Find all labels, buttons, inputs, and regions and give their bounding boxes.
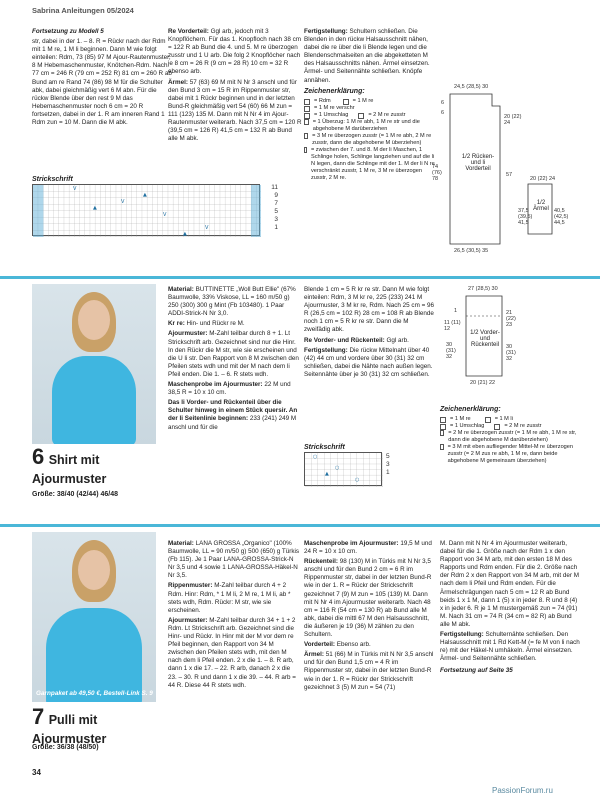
dim-width-top: 24,5 (28,5) 30 (454, 84, 489, 90)
legend-symbol (304, 113, 310, 119)
page-number: 34 (32, 768, 41, 777)
dim-1: 1 (454, 308, 458, 314)
legend-symbol (440, 417, 446, 423)
svg-text:V: V (121, 199, 125, 205)
svg-text:V: V (73, 186, 77, 192)
legend-symbol (440, 430, 444, 436)
legend-symbol (304, 147, 307, 153)
legend-2-row: = 2 M re überzogen zusstr (= 1 M re abh, 1 M re str, dann die abgehobene M darüberziehen) (440, 430, 580, 444)
model-number-6: 6 (32, 444, 45, 469)
dim-bottom-width: 26,5 (30,5) 35 (454, 248, 489, 254)
dim-side-left: 30 (31) 32 (446, 342, 456, 360)
legend-1-row: = Rdm = 1 M re (304, 98, 436, 105)
shirt-shape (52, 356, 136, 444)
schematic-2-shape (440, 286, 580, 396)
legend-1-row: = zwischen der 7. und 8. M der li Maschen, 1 Schlinge holen, Schlinge langziehen und auf die li N legen, dann die Schlinge mit der 1. M der li N re verschränkt zusstr, 1 M re, 3 M re überzogen zusstr, 2 M re. (304, 147, 436, 182)
section3-col3: M. Dann mit N Nr 4 im Ajourmuster weiterarb, dabei für die 1. Größe nach der Rdm 1 x den Rapport von 34 M arb, mit den ersten 18 M des Rapports und Rdm enden. Für die 2. Größe nach der Rdm 2 x den Rapport von 34 M arb, mit der M nach dem li Pfeil und Rdm enden. Für die Ärmelschrägungen nach 5 cm = 12 R ab Bund beids 1 x 1 M, dann 1 (5) x in jeder 8. R und 8 (4) x in jeder 6. R je 1 M mustergemäß zun = 74 (91) M. Nach 31 cm = 74 R (34 cm = 82 R) ab Bund alle M abk. Fertigstellung: Schulternähte schließen. Den Halsausschnitt mit 1 Rd Kett-M (= fe M von li nach re) mit der Häkel-N umhäkeln. Ärmel einsetzen. Ärmel- und Seitennähte schließen. Fortsetzung auf Seite 35 (440, 540, 580, 675)
legend-symbol (485, 417, 491, 423)
model-number-7: 7 (32, 704, 45, 729)
model-title-7: Pulli mit Ajourmuster (32, 713, 107, 746)
size-7: Größe: 36/38 (48/50) (32, 744, 99, 751)
svg-text:▲: ▲ (325, 471, 329, 477)
size-6: Größe: 38/40 (42/44) 46/48 (32, 491, 118, 498)
legend-2 (440, 406, 580, 465)
dim-armhole-2: 21 (22) 23 (506, 310, 516, 328)
section1-col2 (168, 28, 302, 143)
knitting-chart-1 (32, 184, 260, 236)
dim-side-right: 30 (31) 32 (506, 344, 516, 362)
svg-text:○: ○ (335, 465, 340, 471)
legend-2-title: Zeichenerklärung: (440, 406, 501, 413)
right-front-text: Ggl arb, jedoch mit 3 Knopflöchern. Für das 1. Knopfloch nach 38 cm = 122 R ab Bund die 4. und 5. M re überzogen zusstr und 1 U arb. Die folg 2 Knopflöcher nach je 8 cm = 26 R (9 cm = 28 R) 10 cm = 32 R ebenso arb. (168, 28, 302, 76)
legend-symbol (358, 113, 364, 119)
back-piece-label: 1/2 Rücken- und li Vorderteil (461, 154, 495, 172)
legend-2-row: = 1 M re = 1 M li (440, 416, 580, 423)
dim-sleeve-len2: 40,5 (42,5) 44,5 (554, 208, 569, 226)
model-photo-shirt (32, 284, 156, 444)
dim-bottom-2: 20 (21) 22 (470, 380, 496, 386)
legend-symbol (440, 424, 446, 430)
schematic-1 (432, 84, 580, 264)
section1-col1-text: str, dabei in der 1. – 8. R = Rückr nach der Rdm mit 1 M re, 1 M li beginnen. Dann M wie folgt einteilen: Rdm, 73 (85) 97 M Ajour-Rautenmuster, 8 M Hebemaschenmuster, Knötchen-Rdm. Nach 77 cm = 246 R (79 cm = 252 R) 81 cm = 260 R ab Bund am re Rand 74 (86) 98 M für die Schulter abk, dabei gleichmäßig vert 6 M abn. Für die rückw Blende über den rest 9 M das Hebemaschenmuster noch 6 cm = 20 R fortsetzen, dabei in der 1. R am inneren Rand 1 Rdm zun = 10 M. Dann die M abk. (32, 38, 172, 127)
continuation-label: Fortsetzung zu Modell 5 (32, 28, 104, 35)
face-shape (78, 300, 110, 340)
svg-text:▲: ▲ (93, 205, 97, 211)
sleeve-text: 57 (63) 69 M mit N Nr 3 anschl und für den Bund 3 cm = 15 R im Rippenmuster str, dabei mit 1 Rückr beginnen und in der letzten Bund-R gleichmäßig vert 54 (60) 66 M zun = 111 (123) 135 M. Dann mit N Nr 4 im Ajour-Rautenmuster weiterarb. Nach 37,5 cm = 120 R (39,5 cm = 126 R) 41,5 cm = 132 R ab Bund alle M abk. (168, 78, 302, 143)
face-shape (78, 550, 110, 590)
legend-2-row: = 1 Umschlag = 2 M re zusstr (440, 423, 580, 430)
svg-text:▲: ▲ (183, 231, 187, 237)
legend-1-row: = 1 Überzug: 1 M re abh, 1 M re str und die abgehobene M darüberziehen (304, 119, 436, 133)
section2-col1: Material: BUTTINETTE „Woll Butt Ellie" (67% Baumwolle, 33% Viskose, LL = 160 m/50 g) 250 (300) 300 g Mint (Fb 103480). 1 Paar ADDI-Strick-N Nr 3,0. Kr re: Hin- und Rückr re M. Ajourmuster: M-Zahl teilbar durch 8 + 1. Lt Strickschrift arb. Gezeichnet sind nur die Hinr. In den Rückr die M str, wie sie erscheinen und die U li str. Den Rapport von 8 M zwischen den Pfeilen stets wdh und mit der M nach dem li Pfeil enden. Die 1. – 6. R stets wdh. Maschenprobe im Ajourmuster: 22 M und 38,5 R = 10 x 10 cm. Das li Vorder- und Rückenteil über die Schulter hinweg in einem Stück quersir. An der li Seitenlinie beginnen: 233 (241) 249 M anschl und für die (168, 286, 299, 431)
svg-text:V: V (163, 212, 167, 218)
section3-col1: Material: LANA GROSSA „Organico" (100% Baumwolle, LL = 90 m/50 g) 500 (650) g Türkis (Fb 115). Je 1 Paar LANA-GROSSA-Strick-N Nr 3,5 und 4 sowie 1 LANA-GROSSA-Häkel-N Nr 3,5. Rippenmuster: M-Zahl teilbar durch 4 + 2 Rdm. Hinr: Rdm, * 1 M li, 2 M re, 1 M li, ab * stets wdh, Rdm. Rückr: M str, wie sie erscheinen. Ajourmuster: M-Zahl teilbar durch 34 + 1 + 2 Rdm. Lt Strickschrift arb. Gezeichnet sind die Hinr- und Rückr. In Hinr mit der M vor dem re Pfeil beginnen, den Rapport von 34 M zwischen den Pfeilen stets wdh, mit den M nach dem li Pfeil enden. 2 x die 1. – 8. R arb, dann 1 x die 17. – 22. R arb, danach 2 x die 23. – 30. R und dann 1 x die 39. – 44. R arb = 44 R. Diese 44 R stets wdh. (168, 540, 300, 689)
legend-symbol (440, 444, 444, 450)
finishing-text-1: Schultern schließen. Die Blenden in den rückw Halsausschnitt nähen, dabei die re über die li Blende legen und die Blendenschmalseiten an die abgeketteten M des Halsausschnitts nähen. Ärmel einsetzen. Ärmel- und Seitennähte schließen. Knöpfe annähen. (304, 28, 430, 84)
dim-sleeve-top: 20 (22) 24 (530, 176, 556, 182)
svg-text:▲: ▲ (143, 192, 147, 198)
right-front-heading: Re Vorderteil: (168, 28, 209, 35)
section-divider-2 (0, 524, 600, 527)
magazine-header: Sabrina Anleitungen 05/2024 (32, 6, 134, 15)
svg-text:○: ○ (355, 477, 360, 483)
legend-symbol (304, 106, 310, 112)
legend-2-row: = 3 M mit eben aufliegender Mittel-M re überzogen zusstr (= 2 M zus re abh, 1 M re, dann beide abgehobene M gemeinsam überziehen) (440, 444, 580, 465)
sleeve-heading: Ärmel: (168, 78, 188, 86)
legend-1-row: = 1 M re verschr (304, 105, 436, 112)
legend-symbol (304, 119, 309, 125)
model-title-6: Shirt mit Ajourmuster (32, 453, 107, 486)
dim-57: 57 (506, 172, 513, 178)
section2-col2: Blende 1 cm = 5 R kr re str. Dann M wie folgt einteilen: Rdm, 3 M kr re, 225 (233) 241 M Ajourmuster, 3 M kr re, Rdm. Nach 25 cm = 96 R (26,5 cm = 102 R) 28 cm = 108 R ab Blende noch 1 cm = 5 R kr re str. Dann die M zweifädig abk. Re Vorder- und Rückenteil: Ggl arb. Fertigstellung: Die rückw Mittelnaht über 40 (42) 44 cm und vordere über 30 (31) 32 cm schließen, dabei die Nähte nach außen legen. Seitennähte über je 30 (31) 32 cm schließen. (304, 286, 435, 378)
dim-sleeve-len: 37,5 (39,5) 41,5 (518, 208, 533, 226)
schematic-2 (440, 286, 580, 396)
title-block-6 (32, 444, 156, 486)
front-back-label: 1/2 Vorder- und Rückenteil (470, 330, 500, 348)
section3-col2: Maschenprobe im Ajourmuster: 19,5 M und 24 R = 10 x 10 cm. Rückenteil: 98 (130) M in Türkis mit N Nr 3,5 anschl und für den Bund 2 cm = 6 R im Rippenmuster str, dabei in der letzten Bund-R wie in der 1. R = Rückr der Strickschrift gezeichnet 7 (9) M zun = 105 (139) M. Dann mit N Nr 4 im Ajourmuster weiterarb. Nach 48 cm = 116 R (54 cm = 130 R) ab Bund alle M abk, dabei die mittl 67 M den Halsausschnitt, die äußeren je 19 (36) M zählen zu den Schultern. Vorderteil: Ebenso arb. Ärmel: 51 (66) M in Türkis mit N Nr 3,5 anschl und für den Bund 1,5 cm = 4 R im Rippenmuster str, dabei in der letzten Bund-R wie in der 1. R = Rückr der Strickschrift gezeichnet 3 (5) M zun = 54 (71) (304, 540, 434, 691)
strickschrift-label-2: Strickschrift (304, 444, 345, 451)
legend-1-row: = 1 Umschlag = 2 M re zusstr (304, 112, 436, 119)
legend-symbol (494, 424, 500, 430)
legend-1 (304, 88, 436, 182)
finishing-heading-1: Fertigstellung: (304, 28, 348, 35)
yarn-kit-caption: Garnpaket ab 49,50 €, Bestell-Link S. 9 (36, 690, 153, 697)
section1-col3 (304, 28, 436, 85)
legend-symbol (343, 99, 349, 105)
section-divider-1 (0, 276, 600, 279)
knitting-chart-2-grid (305, 453, 383, 487)
knitting-chart-1-grid (33, 185, 261, 237)
svg-text:V: V (205, 225, 209, 231)
model-photo-pulli (32, 532, 156, 702)
continuation-next: Fortsetzung auf Seite 35 (440, 667, 513, 675)
chart1-row-numbers: 11 9 7 5 3 1 (271, 184, 278, 231)
legend-1-row: = 3 M re überzogen zusstr (= 1 M re abh, 2 M re zusstr, dann die abgehobene M überziehen) (304, 133, 436, 147)
chart2-row-numbers: 5 3 1 (386, 453, 390, 476)
legend-symbol (304, 99, 310, 105)
watermark: PassionForum.ru (492, 786, 553, 795)
title-block-7 (32, 704, 156, 748)
sleeve-piece-label: 1/2 Ärmel (533, 200, 549, 212)
svg-text:○: ○ (313, 454, 318, 460)
knitting-chart-2 (304, 452, 382, 486)
strickschrift-label-1: Strickschrift (32, 176, 73, 183)
dim-6a: 6 (441, 100, 445, 106)
section1-col1 (32, 28, 172, 127)
dim-6b: 6 (441, 110, 445, 116)
dim-length: 74 (76) 78 (432, 164, 442, 182)
dim-armhole: 20 (22) 24 (504, 114, 522, 126)
sweater-shape (46, 608, 142, 702)
dim-neck: 11 (11) 12 (444, 320, 461, 332)
legend-symbol (304, 133, 308, 139)
dim-top: 27 (28,5) 30 (468, 286, 498, 292)
legend-1-title: Zeichenerklärung: (304, 88, 365, 95)
